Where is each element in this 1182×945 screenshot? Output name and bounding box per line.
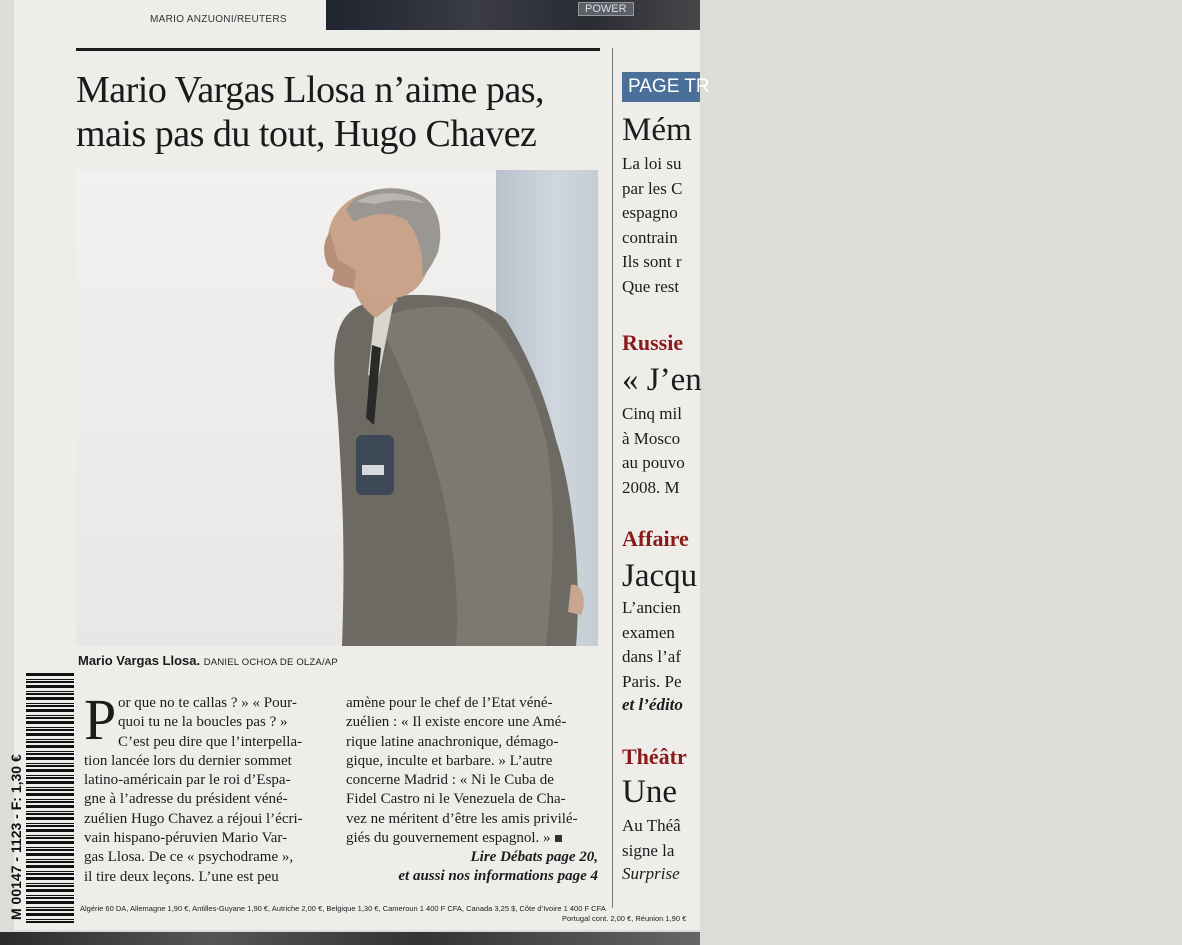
teaser-line: L’ancien <box>622 598 681 617</box>
text-line: zuélien Hugo Chavez a réjoui l’écri- <box>84 810 303 827</box>
price-strip-line-2: Portugal cont. 2,00 €, Réunion 1,90 € <box>562 914 687 923</box>
section-4-title: Une <box>622 774 677 810</box>
text-line: concerne Madrid : « Ni le Cuba de <box>346 772 554 789</box>
photo-caption <box>78 653 338 668</box>
top-rule <box>76 48 600 51</box>
top-photo <box>326 0 700 30</box>
article-column-1 <box>84 687 334 887</box>
column-1-text <box>84 687 334 887</box>
text-line: vez ne méritent d’être les amis privilé- <box>346 810 578 827</box>
text-line: C’est peu dire que l’interpella- <box>118 733 303 750</box>
text-line: gique, inculte et barbare. » L’autre <box>346 752 553 769</box>
text-line: zuélien : « Il existe encore une Amé- <box>346 714 567 731</box>
teaser-line: examen <box>622 622 675 642</box>
section-3-title: Jacqu <box>622 558 698 594</box>
price-strip <box>80 904 700 924</box>
text-line: rique latine anachronique, démago- <box>346 733 559 750</box>
teaser-line: signe la <box>622 840 675 860</box>
column-rule <box>612 48 613 908</box>
teaser-line: à Mosco <box>622 428 681 448</box>
teaser-line: Que rest <box>622 276 680 296</box>
section-1-text <box>622 152 700 299</box>
barcode <box>26 671 74 923</box>
headline-line-1: Mario Vargas Llosa n’aime pas, <box>76 69 544 111</box>
article-column-2 <box>346 694 598 886</box>
text-line: tion lancée lors du dernier sommet <box>84 752 292 769</box>
section-3-text <box>622 596 700 694</box>
text-line: quoi tu ne la boucles pas ? » <box>118 714 288 731</box>
caption-credit: DANIEL OCHOA DE OLZA/AP <box>203 657 338 668</box>
teaser-line: Au Théâ <box>622 816 681 835</box>
text-line: latino-américain par le roi d’Espa- <box>84 772 291 789</box>
text-line: or que no te callas ? » « Pour- <box>118 695 297 711</box>
headline-line-2: mais pas du tout, Hugo Chavez <box>76 113 537 155</box>
teaser-line: contrain <box>622 227 678 247</box>
right-column-label: PAGE TR <box>622 72 700 102</box>
reference-debats[interactable]: Lire Débats page 20, <box>470 849 598 866</box>
text-line: giés du gouvernement espagnol. » <box>346 829 598 848</box>
teaser-line: au pouvo <box>622 453 685 472</box>
section-4-text <box>622 814 700 863</box>
teaser-line: dans l’af <box>622 647 682 666</box>
teaser-line: 2008. M <box>622 477 680 497</box>
text-line: gas Llosa. De ce « psychodrame », <box>84 849 294 866</box>
reference-informations[interactable]: et aussi nos informations page 4 <box>398 868 598 885</box>
teaser-line: Ils sont r <box>622 252 682 271</box>
article-photo <box>76 170 598 646</box>
top-photo-sign: POWER <box>578 2 634 16</box>
barcode-text: M 00147 - 1123 - F: 1,30 € <box>8 754 24 920</box>
text-line: il tire deux leçons. L’une est peu <box>84 868 279 885</box>
section-1-title: Mém <box>622 112 692 148</box>
text-line: vain hispano-péruvien Mario Var- <box>84 830 288 847</box>
headline <box>76 68 596 156</box>
section-2-title: « J’en <box>622 362 702 398</box>
section-4-italic: Surprise <box>622 864 680 883</box>
bottom-photo-band <box>0 932 700 945</box>
caption-name: Mario Vargas Llosa. <box>78 653 201 668</box>
teaser-line: Paris. Pe <box>622 671 682 691</box>
teaser-line: espagno <box>622 203 678 222</box>
dropcap: P <box>84 687 117 752</box>
end-of-article-mark <box>555 835 562 842</box>
man-in-suit-illustration <box>76 170 598 646</box>
section-2-text <box>622 402 700 500</box>
teaser-line: Cinq mil <box>622 404 682 423</box>
section-2-kicker: Russie <box>622 330 684 355</box>
teaser-line: La loi su <box>622 154 682 173</box>
text-line: gne à l’adresse du président véné- <box>84 791 288 808</box>
section-4-kicker: Théâtr <box>622 744 687 769</box>
section-3-kicker: Affaire <box>622 526 689 551</box>
teaser-line: par les C <box>622 178 683 198</box>
price-strip-line-1: Algérie 60 DA, Allemagne 1,90 €, Antilles-Guyane 1,90 €, Autriche 2,00 €, Belgique 1,30 €, Cameroun 1 400 F CFA, Canada 3,25 $, Côte d’Ivoire 1 400 F CFA <box>80 904 606 913</box>
top-photo-credit: MARIO ANZUONI/REUTERS <box>150 14 287 25</box>
see-also-references <box>346 848 598 886</box>
section-3-italic: et l’édito <box>622 695 683 714</box>
text-line: Fidel Castro ni le Venezuela de Cha- <box>346 791 566 808</box>
column-2-text <box>346 694 598 848</box>
text-line: amène pour le chef de l’Etat véné- <box>346 695 553 711</box>
